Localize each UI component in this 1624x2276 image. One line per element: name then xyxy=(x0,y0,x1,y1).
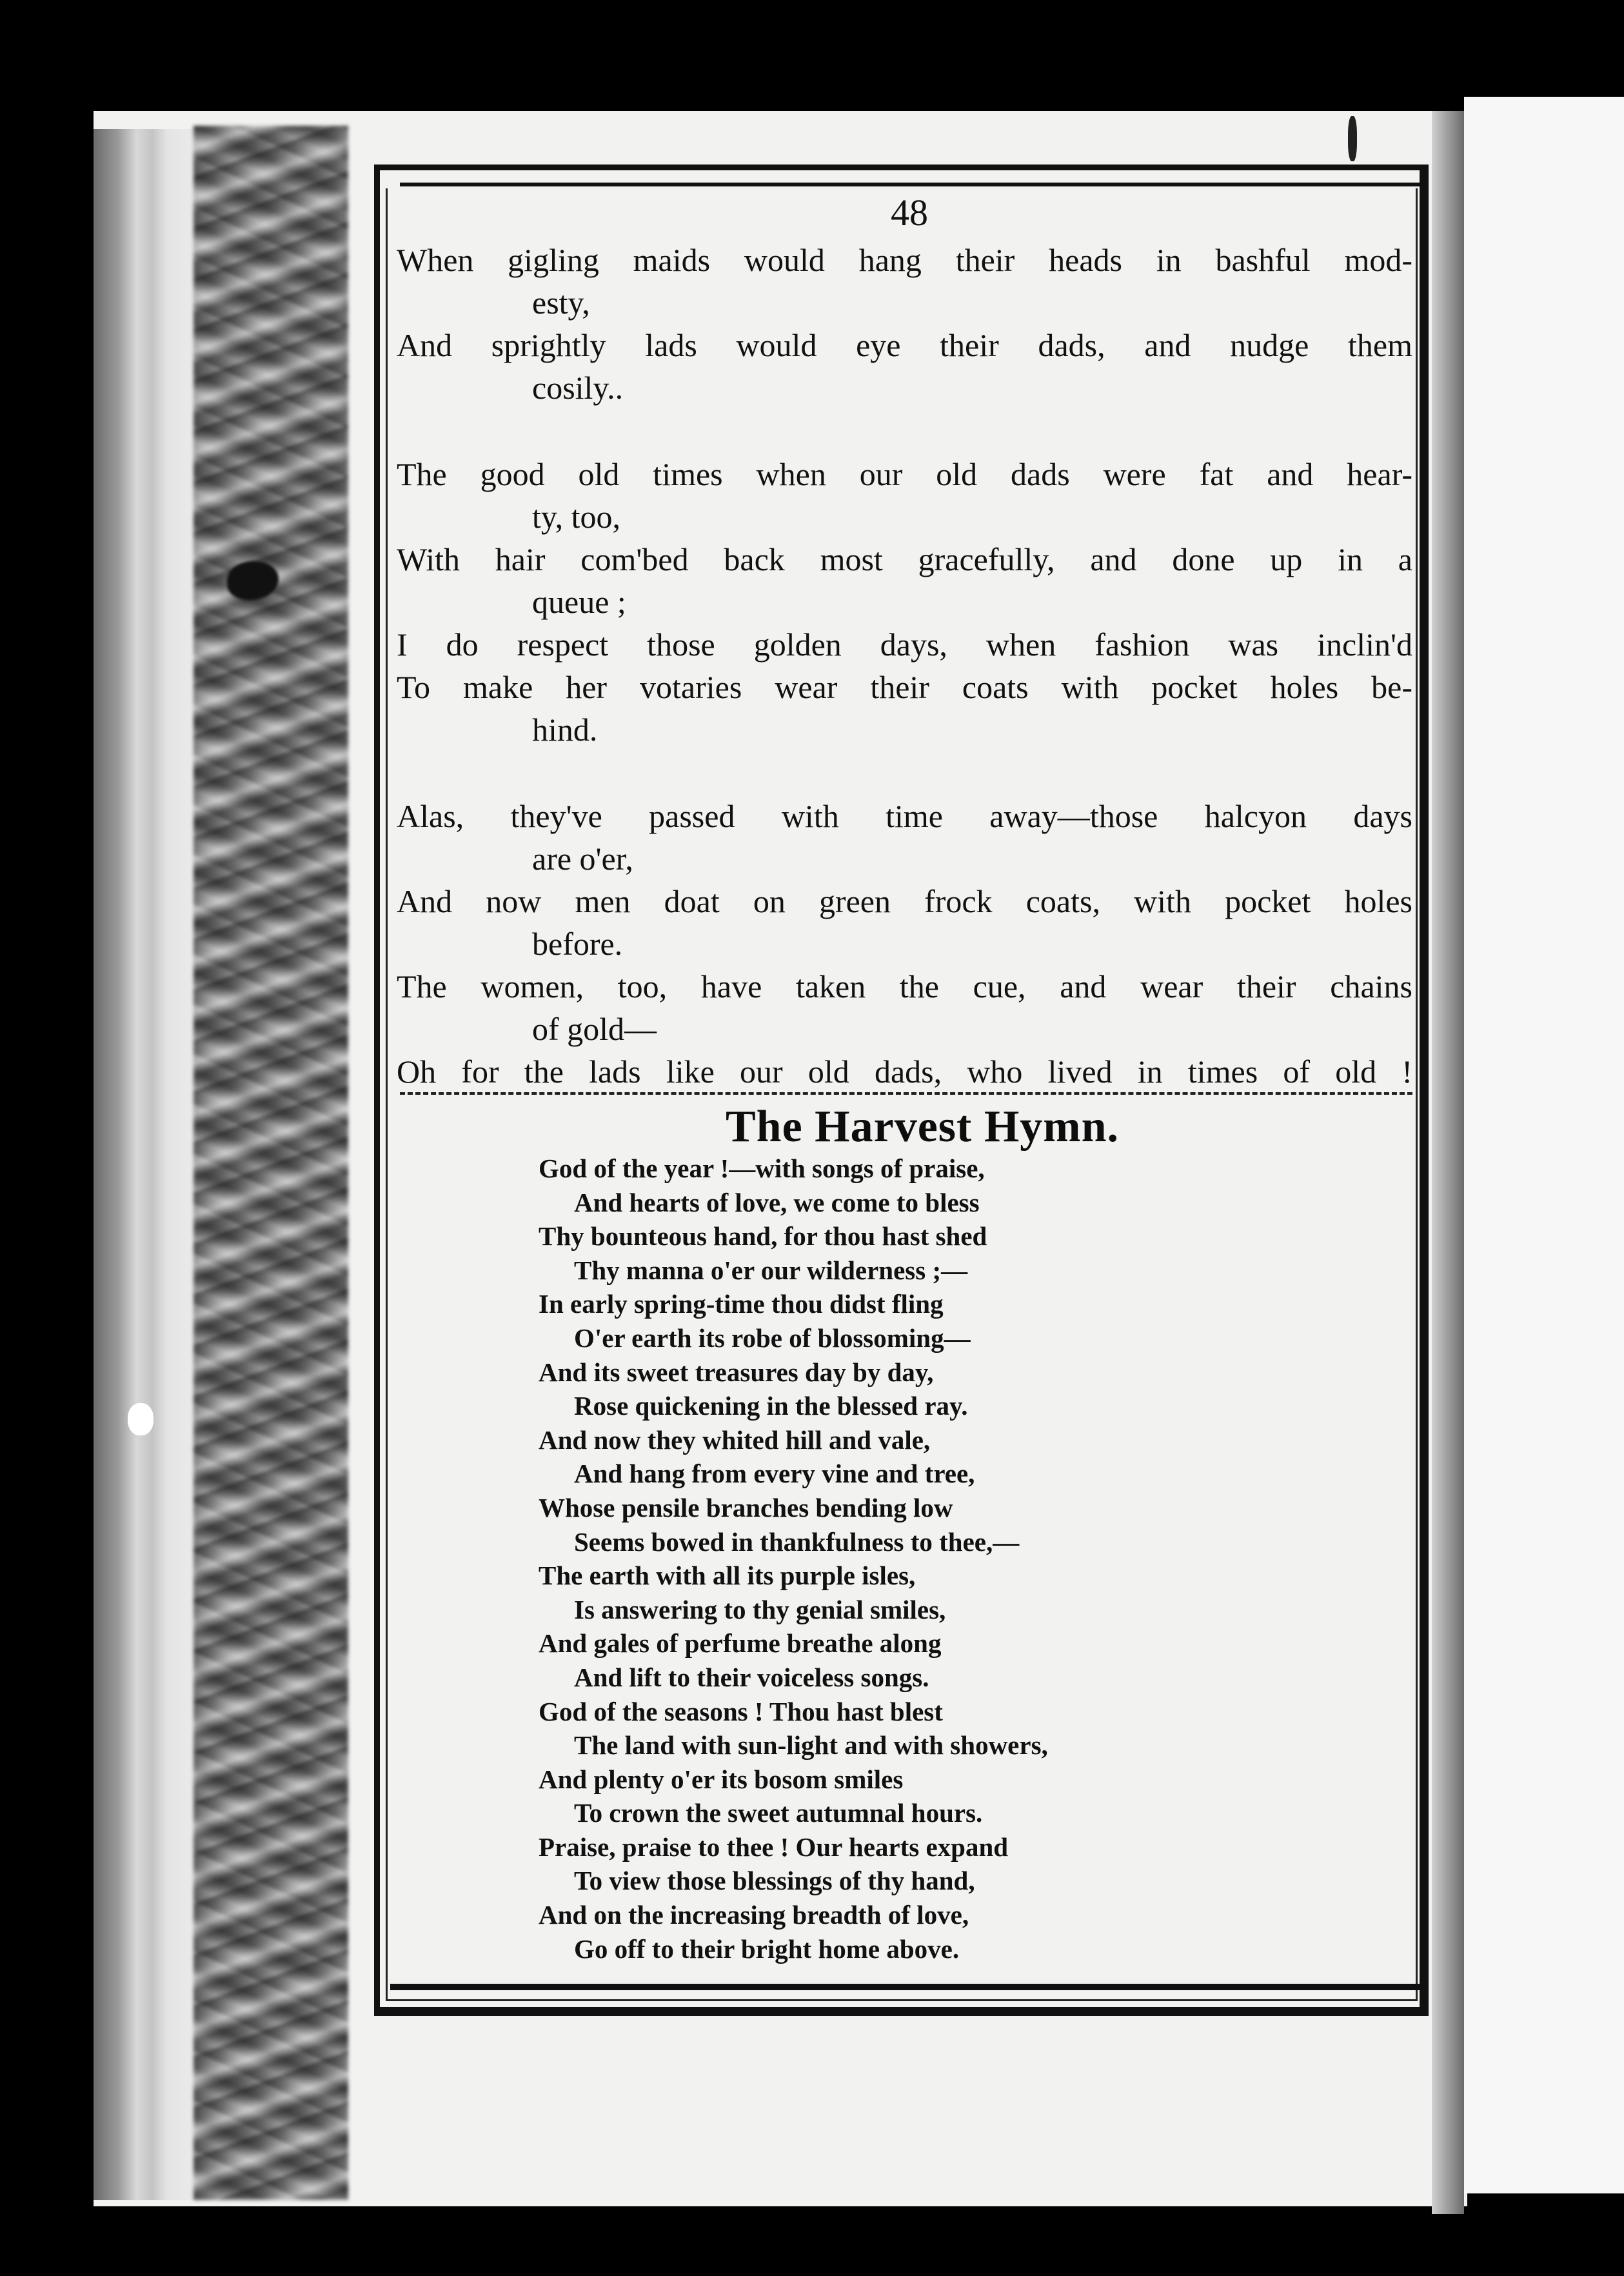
stanza-gap xyxy=(397,409,1412,453)
poem-line: hind. xyxy=(532,712,598,748)
section-divider xyxy=(400,1092,1412,1097)
top-rule xyxy=(400,183,1425,186)
hymn-line: Rose quickening in the blessed ray. xyxy=(574,1391,968,1421)
hymn-line: And gales of perfume breathe along xyxy=(539,1628,942,1659)
hymn-line: Seems bowed in thankfulness to thee,— xyxy=(574,1526,1020,1557)
poem-line: before. xyxy=(532,926,623,962)
hymn-line: In early spring-time thou didst fling xyxy=(539,1289,944,1319)
poem-line: With hair com'bed back most gracefully, and done up in a xyxy=(397,541,1412,577)
page-number: 48 xyxy=(891,192,928,234)
poem-line: And now men doat on green frock coats, with pocket holes xyxy=(397,883,1412,919)
poem-line: To make her votaries wear their coats with pocket holes be- xyxy=(397,669,1412,705)
hymn-line: God of the year !—with songs of praise, xyxy=(539,1153,985,1183)
poem-line: I do respect those golden days, when fashion was inclin'd xyxy=(397,626,1412,663)
hymn-line: Is answering to thy genial smiles, xyxy=(574,1594,946,1624)
hymn-line: God of the seasons ! Thou hast blest xyxy=(539,1696,943,1726)
hymn-text xyxy=(539,1152,1248,1966)
hymn-line: To view those blessings of thy hand, xyxy=(574,1866,975,1896)
hymn-line: And now they whited hill and vale, xyxy=(539,1424,931,1455)
hymn-line: And on the increasing breadth of love, xyxy=(539,1900,969,1930)
page-edge-shadow xyxy=(1432,111,1464,2214)
poem-line: When gigling maids would hang their heads in bashful mod- xyxy=(397,242,1412,278)
poem-line: Alas, they've passed with time away—those halcyon days xyxy=(397,798,1412,834)
hymn-line: And its sweet treasures day by day, xyxy=(539,1357,934,1387)
stanza-gap xyxy=(397,751,1412,795)
hymn-line: And hang from every vine and tree, xyxy=(574,1459,975,1489)
poem-line: And sprightly lads would eye their dads, and nudge them xyxy=(397,327,1412,363)
hymn-line: And plenty o'er its bosom smiles xyxy=(539,1764,904,1794)
poem-line: ty, too, xyxy=(532,499,621,535)
hymn-line: And lift to their voiceless songs. xyxy=(574,1662,929,1692)
poem-line: queue ; xyxy=(532,584,626,620)
hymn-line: O'er earth its robe of blossoming— xyxy=(574,1323,971,1353)
hymn-line: Go off to their bright home above. xyxy=(574,1933,960,1964)
poem-line: of gold— xyxy=(532,1011,657,1047)
hymn-line: Thy manna o'er our wilderness ;— xyxy=(574,1255,968,1285)
poem-line: The good old times when our old dads were fat and hear- xyxy=(397,456,1412,492)
marbled-endpaper-edge xyxy=(193,126,348,2200)
bottom-rule xyxy=(390,1984,1425,1990)
poem-line: esty, xyxy=(532,284,590,321)
hymn-title: The Harvest Hymn. xyxy=(725,1102,1120,1152)
hymn-line: Thy bounteous hand, for thou hast shed xyxy=(539,1221,987,1252)
poem-line: Oh for the lads like our old dads, who lived in times of old ! xyxy=(397,1053,1412,1090)
hymn-line: And hearts of love, we come to bless xyxy=(574,1187,980,1217)
hymn-line: The land with sun-light and with showers, xyxy=(574,1730,1048,1761)
paper-speck xyxy=(128,1403,153,1435)
hymn-line: The earth with all its purple isles, xyxy=(539,1561,916,1591)
facing-page xyxy=(1464,97,1624,2193)
hymn-line: Praise, praise to thee ! Our hearts expand xyxy=(539,1832,1009,1862)
poem-line: The women, too, have taken the cue, and wear their chains xyxy=(397,968,1412,1004)
hymn-line: To crown the sweet autumnal hours. xyxy=(574,1798,983,1828)
poem-line: cosily.. xyxy=(532,370,624,406)
hymn-line: Whose pensile branches bending low xyxy=(539,1492,953,1522)
poem-line: are o'er, xyxy=(532,841,633,877)
ink-mark xyxy=(1348,116,1357,161)
poem-text xyxy=(397,239,1412,1093)
